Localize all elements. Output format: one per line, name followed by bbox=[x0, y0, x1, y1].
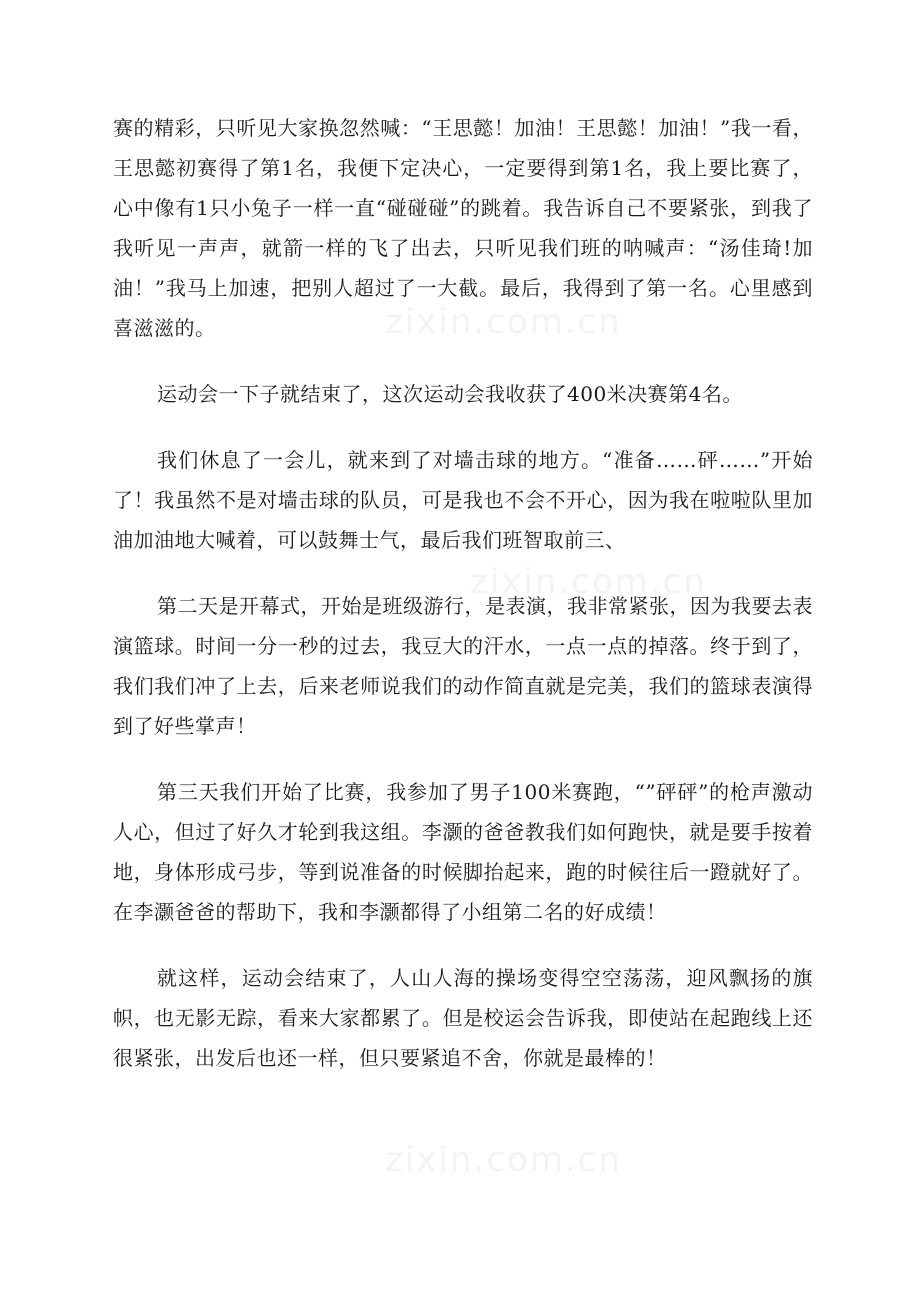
paragraph-wall-ball: 我们休息了一会儿，就来到了对墙击球的地方。“准备……砰……”开始了！我虽然不是对墙击球的队员，可是我也不会不开心，因为我在啦啦队里加油加油地大喊着，可以鼓舞士气，最后我们班智取前三、 bbox=[113, 448, 813, 552]
watermark-text: zixin.com.cn bbox=[385, 1140, 622, 1180]
paragraph-result: 运动会一下子就结束了，这次运动会我收获了400米决赛第4名。 bbox=[157, 382, 743, 406]
watermark-text: zixin.com.cn bbox=[385, 302, 622, 342]
paragraph-continued: 赛的精彩，只听见大家换忽然喊：“王思懿！加油！王思懿！加油！”我一看，王思懿初赛得了第1名，我便下定决心，一定要得到第1名，我上要比赛了，心中像有1只小兔子一样一直“碰碰碰”的跳着。我告诉自己不要紧张，到我了我听见一声声，就箭一样的飞了出去，只听见我们班的呐喊声：“汤佳琦!加油！”我马上加速，把别人超过了一大截。最后，我得到了第一名。心里感到喜滋滋的。 bbox=[113, 116, 813, 340]
paragraph-third-day: 第三天我们开始了比赛，我参加了男子100米赛跑，“”砰砰”的枪声激动人心，但过了好久才轮到我这组。李灏的爸爸教我们如何跑快，就是要手按着地，身体形成弓步，等到说准备的时候脚抬起来，跑的时候往后一蹬就好了。在李灏爸爸的帮助下，我和李灏都得了小组第二名的好成绩！ bbox=[113, 780, 813, 924]
document-body bbox=[113, 108, 813, 1078]
paragraph-opening-ceremony: 第二天是开幕式，开始是班级游行，是表演，我非常紧张，因为我要去表演篮球。时间一分一秒的过去，我豆大的汗水，一点一点的掉落。终于到了，我们我们冲了上去，后来老师说我们的动作简直就是完美，我们的篮球表演得到了好些掌声！ bbox=[113, 594, 813, 738]
watermark-text: zixin.com.cn bbox=[470, 562, 707, 602]
paragraph-conclusion: 就这样，运动会结束了，人山人海的操场变得空空荡荡，迎风飘扬的旗帜，也无影无踪，看来大家都累了。但是校运会告诉我，即使站在起跑线上还很紧张，出发后也还一样，但只要紧追不舍，你就是最棒的！ bbox=[113, 966, 813, 1070]
